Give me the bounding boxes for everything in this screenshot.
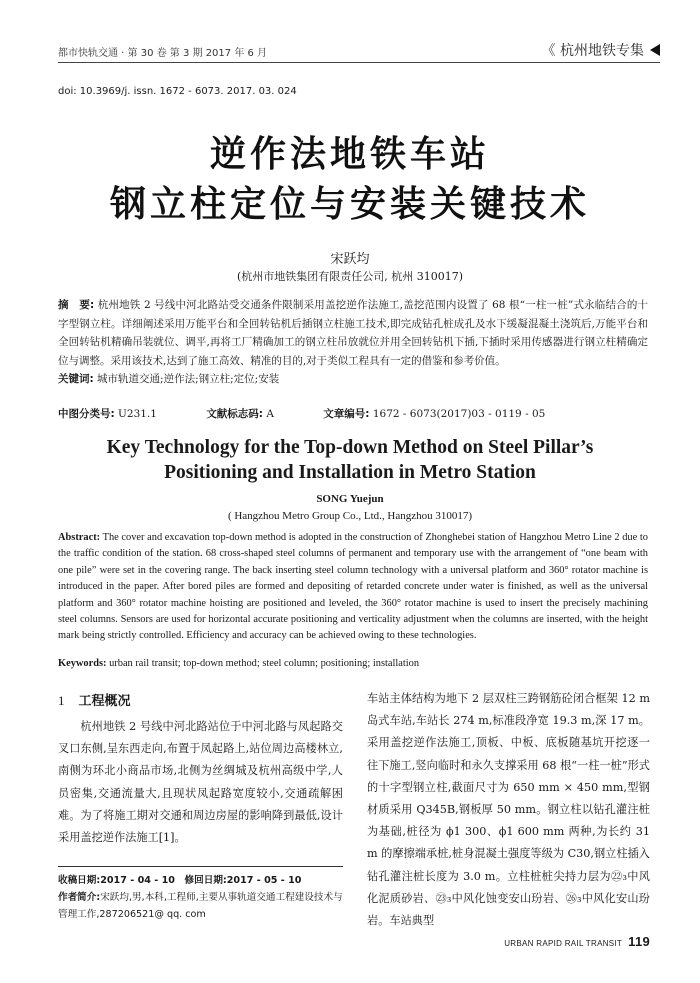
title-cn-line2: 钢立柱定位与安装关键技术: [109, 183, 590, 225]
clc-value: U231.1: [118, 408, 157, 420]
title-en-line2: Positioning and Installation in Metro Station: [164, 462, 536, 483]
title-cn-line1: 逆作法地铁车站: [209, 133, 490, 175]
affiliation-cn: (杭州市地铁集团有限责任公司, 杭州 310017): [236, 270, 464, 283]
clc-label: 中图分类号:: [58, 408, 115, 420]
doc-code-label: 文献标志码:: [206, 408, 264, 420]
section-heading: [58, 690, 131, 709]
body-paragraph-left: 杭州地铁 2 号线中河北路站位于中河北路与凤起路交叉口东侧,呈东西走向,布置于凤起路上,站位周边高楼林立,南侧为环北小商品市场,北侧为丝绸城及杭州高级中学,人员密集,交通流量大,且现状凤起路宽度较小,交通疏解困难。为了将施工期对交通和周边房屋的影响降到最低,设计采用盖挖逆作法施工[1]。: [58, 720, 343, 845]
abstract-cn-label: 摘 要:: [58, 299, 95, 311]
page-number: 119: [628, 934, 650, 949]
author-cn: 宋跃均: [330, 252, 370, 267]
footnote-rule: [58, 866, 343, 867]
keywords-cn-label: 关键词:: [58, 373, 94, 386]
keywords-en-text: urban rail transit; top-down method; steel column; positioning; installation: [109, 658, 420, 669]
keywords-en: [58, 658, 648, 669]
keywords-en-label: Keywords:: [58, 658, 107, 669]
doc-code-value: A: [266, 408, 274, 420]
abstract-cn-text: 杭州地铁 2 号线中河北路站受交通条件限制采用盖挖逆作法施工,盖挖范围内设置了 68 根“一柱一桩”式永临结合的十字型钢立柱。详细阐述采用万能平台和全回转钻机后插钢立柱施工技术,即完成钻孔桩成孔及水下缓凝混凝土浇筑后,万能平台和全回转钻机精确吊装就位、调平,再将工厂精确加工的钢立柱吊放就位并用全回转钻机下插,下插时采用传感器进行钢立柱精确定位与调整。采用该技术,达到了施工高效、精准的目的,对于类似工程具有一定的借鉴和参考价值。: [58, 299, 648, 367]
running-header-section: [542, 40, 660, 60]
header-rule: [58, 62, 660, 63]
affiliation-en: ( Hangzhou Metro Group Co., Ltd., Hangzhou 310017): [227, 510, 473, 522]
section-number: 1: [58, 693, 65, 708]
author-en: SONG Yuejun: [316, 493, 384, 505]
section-label: 《 杭州地铁专集: [541, 43, 644, 59]
section-title: 工程概况: [78, 694, 131, 709]
running-header-journal: 都市快轨交通 · 第 30 卷 第 3 期 2017 年 6 月: [58, 48, 268, 59]
abstract-en-text: The cover and excavation top-down method is adopted in the construction of Zhonghebei station of Hangzhou Metro Line 2 due to the traffic condition of the station. 68 cross-shaped steel columns of permanent and temporary use with the arrangement of “one beam with one pile” were set in the covering range. The back inserting steel column technology with a universal platform and 360° rotator machine is introduced in the paper. After bored piles are formed and depositing of retarded concrete under water is finished, as well as the universal platform and 360° rotator machine hoisting are positioned and leveled, the 360° rotator machine is used to insert the precisely machining steel columns. Sensors are used for horizontal accurate positioning and verticality adjustment when the columns are inserted, with the height mark being strictly controlled. Efficiency and accuracy can be achieved owing to these technologies.: [58, 532, 648, 642]
article-no-value: 1672 - 6073(2017)03 - 0119 - 05: [372, 408, 546, 420]
body-paragraph-right: 车站主体结构为地下 2 层双柱三跨钢筋砼闭合框架 12 m岛式车站,车站长 274 m,标准段净宽 19.3 m,深 17 m。采用盖挖逆作法施工,顶板、中板、底板随基坑开挖逐一往下施工,竖向临时和永久支撑采用 68 根“一柱一桩”形式的十字型钢立柱,截面尺寸为 650 mm × 450 mm,型钢材质采用 Q345B,钢板厚 50 mm。钢立柱以钻孔灌注桩为基础,桩径为 ϕ1 300、ϕ1 600 mm 两种,为长约 31 m 的摩擦端承桩,桩身混凝土强度等级为 C30,钢立柱插入钻孔灌注桩长度为 3.0 m。立柱桩桩尖持力层为㉒₃中风化泥质砂岩、㉓₃中风化蚀变安山玢岩、㉖₃中风化安山玢岩。车站典型: [367, 692, 650, 928]
footnote: [58, 872, 343, 923]
footer-journal: URBAN RAPID RAIL TRANSIT: [504, 939, 623, 948]
footnote-dates: 收稿日期:2017 - 04 - 10 修回日期:2017 - 05 - 10: [58, 875, 302, 886]
abstract-en: [58, 530, 648, 645]
abstract-cn: [58, 296, 648, 389]
footnote-author-info: 宋跃均,男,本科,工程师,主要从事轨道交通工程建设技术与管理工作,287206521@ qq. com: [58, 892, 343, 920]
article-no-label: 文章编号:: [323, 408, 370, 420]
page-footer: [504, 934, 650, 949]
keywords-cn-text: 城市轨道交通;逆作法;钢立柱;定位;安装: [97, 373, 280, 386]
triangle-left-icon: [650, 44, 660, 56]
title-en-line1: Key Technology for the Top-down Method on Steel Pillar’s: [106, 437, 594, 458]
doi: doi: 10.3969/j. issn. 1672 - 6073. 2017. 03. 024: [58, 86, 297, 97]
classification-row: [58, 406, 648, 421]
abstract-en-label: Abstract:: [58, 532, 101, 543]
footnote-author-label: 作者简介:: [58, 892, 101, 903]
